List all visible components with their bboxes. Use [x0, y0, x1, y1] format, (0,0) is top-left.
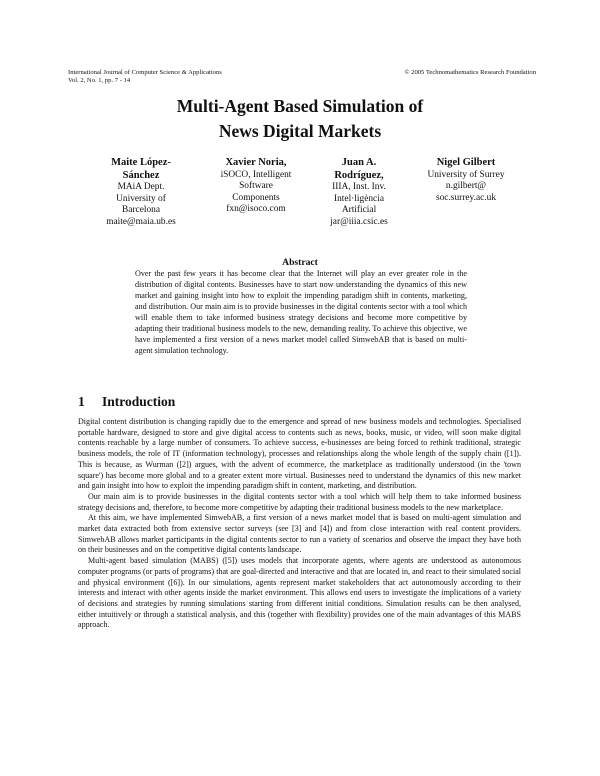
author-affiliation: Intel·ligència: [334, 193, 384, 204]
author-email: n.gilbert@: [445, 181, 487, 192]
section-body: [78, 417, 521, 631]
author-name: Nigel Gilbert: [436, 157, 496, 168]
section-title: Introduction: [102, 394, 176, 409]
author-name: Xavier Noria,: [225, 157, 287, 168]
author-affiliation: Barcelona: [122, 205, 160, 216]
author-affiliation: Components: [232, 192, 280, 203]
paper-title: [0, 94, 600, 144]
author-block-1: [100, 157, 182, 228]
author-affiliation: University of Surrey: [427, 169, 505, 180]
author-block-4: [416, 157, 516, 204]
author-affiliation: Software: [239, 181, 273, 192]
author-name-cont: Rodríguez,: [334, 169, 384, 181]
author-affiliation: Artificial: [341, 205, 377, 216]
author-email: fxn@isoco.com: [226, 204, 286, 215]
journal-header: [68, 69, 222, 85]
author-affiliation: University of: [116, 193, 166, 204]
journal-volume: Vol. 2, No. 1, pp. 7 - 14: [68, 77, 131, 84]
section-number: 1: [78, 394, 85, 409]
author-email: maite@maia.ub.es: [106, 216, 176, 227]
author-email-cont: soc.surrey.ac.uk: [435, 192, 497, 203]
author-email: jar@iiia.csic.es: [330, 216, 388, 227]
author-name-cont: Sánchez: [122, 169, 160, 181]
title-line-2: News Digital Markets: [218, 121, 382, 141]
author-block-3: [315, 157, 403, 228]
copyright-notice: © 2005 Technomathematics Research Foundation: [404, 69, 536, 76]
section-heading: [78, 394, 175, 410]
abstract-text: Over the past few years it has become clear that the Internet will play an ever greater role in the distribution of digital contents. Businesses have to start now understanding the dynamics of this new market and gaining insight into how to exploit the impending paradigm shift in contents, marketing, and distribution. Our main aim is to provide businesses in the digital contents sector with a tool which will enable them to take informed business strategy decisions and become more competitive by adapting their traditional business models to the new, demanding reality. To achieve this objective, we have implemented a first version of a news market model called SimwebAB that is based on multi-agent simulation technology.: [135, 269, 467, 356]
title-line-1: Multi-Agent Based Simulation of: [176, 96, 424, 116]
journal-name: International Journal of Computer Science & Applications: [68, 69, 222, 76]
body-paragraph: Multi-agent based simulation (MABS) ([5]) uses models that incorporate agents, where agents are understood as autonomous computer programs (or parts of programs) that are goal-directed and interactive and that are located in, and react to their simulated social and physical environment ([6]). In our simulations, agents represent market stakeholders that act autonomously according to their interests and interact with other agents inside the market environment. This allows end users to investigate the implications of a variety of decisions and strategies by running simulations starting from different initial conditions. Simulation results can be then analysed, either intuitively or through a statistical analysis, and this (together with flexibility) provides one of the main advantages of this MABS approach.: [78, 556, 521, 630]
abstract-heading: Abstract: [282, 257, 318, 268]
author-affiliation: IIIA, Inst. Inv.: [332, 182, 386, 193]
author-affiliation: iSOCO, Intelligent: [220, 169, 292, 180]
author-name: Juan A.: [341, 157, 377, 168]
body-paragraph: Our main aim is to provide businesses in the digital contents sector with a tool which will help them to take informed business strategy decisions and, therefore, to become more competitive by adapting their traditional business models to the new marketplace.: [78, 491, 521, 512]
author-name: Maite López-: [111, 157, 171, 168]
author-affiliation: MAiA Dept.: [117, 182, 165, 193]
body-paragraph: Digital content distribution is changing rapidly due to the emergence and spread of new business models and technologies. Specialised portable hardware, designed to store and give digital access to contents such as news, books, music, or video, will soon make digital contents reachable by a large number of consumers. To achieve success, e-businesses are being forced to rethink traditional, strategic business models, the role of IT (information technology), processes and relationships along the whole length of the supply chain ([1]). This is because, as Wurman ([2]) argues, with the advent of ecommerce, the marketplace as traditionally understood (in the 'town square') has become more global and to a greater extent more virtual. Businesses need to understand the dynamics of this new market and gain insight into how to exploit the impending paradigm shift in content, marketing, and distribution.: [78, 417, 521, 491]
author-block-2: [205, 157, 307, 216]
body-paragraph: At this aim, we have implemented SimwebAB, a first version of a news market model that is based on multi-agent simulation and market data extracted both from extensive sector surveys (see [3] and [4]) and from close interaction with real content providers. SimwebAB allows market participants in the digital contents sector to run a variety of scenarios and observe the impact they have both on their businesses and on the competitive digital contents landscape.: [78, 513, 521, 555]
